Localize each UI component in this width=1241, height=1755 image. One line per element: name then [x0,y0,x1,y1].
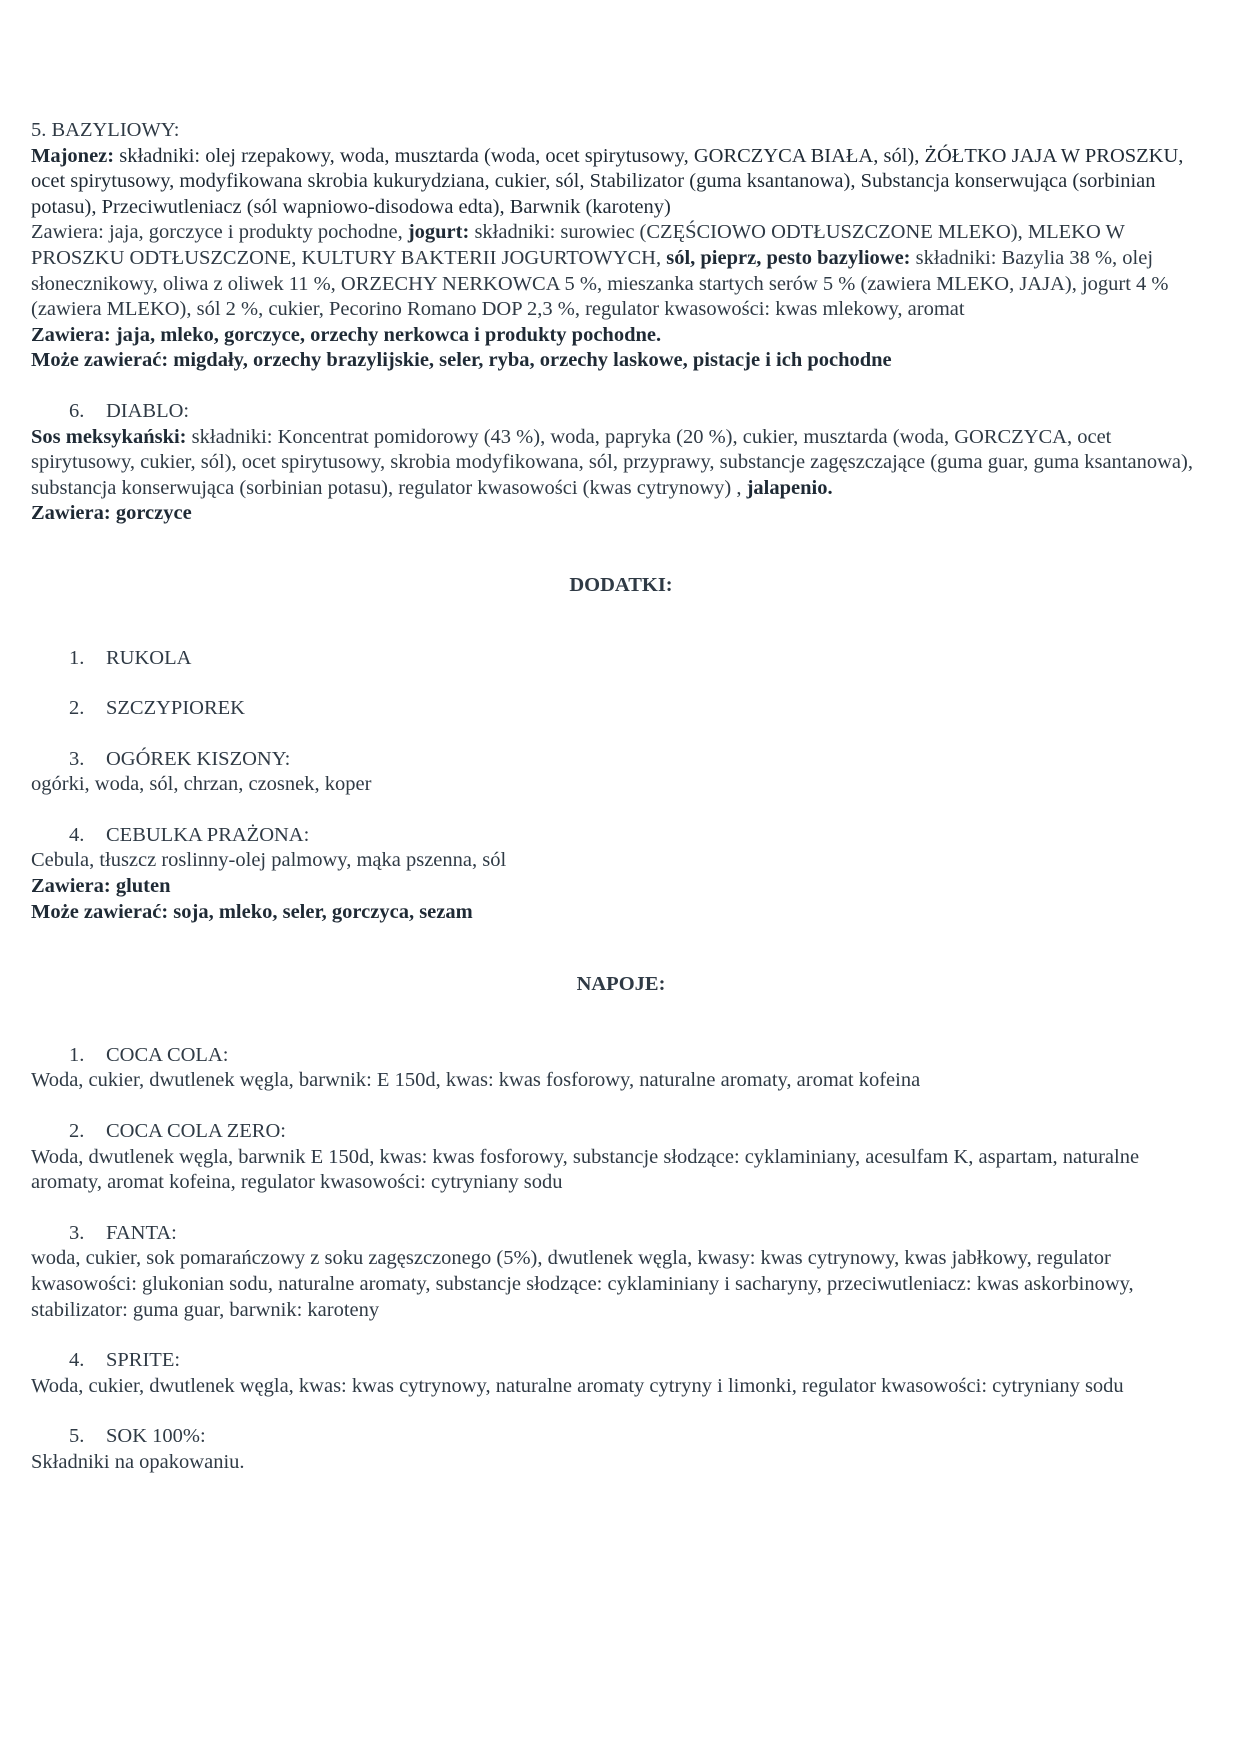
coca-cola-zero-ingredients: Woda, dwutlenek węgla, barwnik E 150d, kwas: kwas fosforowy, substancje słodzące: cyklaminiany, acesulfam K, aspartam, naturalne aromaty, aromat kofeina, regulator kwasowości: cytryniany sodu [31,1145,1140,1194]
coca-cola-ingredients: Woda, cukier, dwutlenek węgla, barwnik: E 150d, kwas: kwas fosforowy, naturalne aromaty, aromat kofeina [31,1069,921,1092]
sprite-ingredients: Woda, cukier, dwutlenek węgla, kwas: kwas cytrynowy, naturalne aromaty cytryny i limonki, regulator kwasowości: cytryniany sodu [31,1374,1124,1397]
heading-napoje: NAPOJE: [576,972,666,995]
jogurt-text: składniki: surowiec (CZĘŚCIOWO ODTŁUSZCZONE MLEKO), MLEKO W PROSZKU ODTŁUSZCZONE, KULTURY BAKTERII JOGURTOWYCH, [31,221,1125,269]
allergens-contains: Zawiera: jaja, mleko, gorczyce, orzechy nerkowca i produkty pochodne. [31,323,662,346]
heading-dodatki: DODATKI: [569,574,673,597]
list-item-ogorek: 3. OGÓREK KISZONY: [69,747,291,770]
list-item-sprite: 4. SPRITE: [69,1349,181,1372]
list-item-cebulka: 4. CEBULKA PRAŻONA: [69,823,310,846]
document-page [31,118,1211,1476]
fanta-ingredients: woda, cukier, sok pomarańczowy z soku zagęszczonego (5%), dwutlenek węgla, kwasy: kwas cytrynowy, kwas jabłkowy, regulator kwasowości: glukonian sodu, naturalne aromaty, substancje słodzące: cyklaminiany i sacharyny, przeciwutleniacz: kwas askorbinowy, stabilizator: guma guar, barwnik: karoteny [31,1247,1134,1321]
majonez-paragraph [31,144,1211,221]
list-item-coca-cola: 1. COCA COLA: [69,1043,229,1066]
zawiera-text: Zawiera: jaja, gorczyce i produkty pochodne, [31,221,408,244]
jogurt-label: jogurt: [407,221,470,244]
list-item-rukola: 1. RUKOLA [69,646,192,669]
ogorek-ingredients: ogórki, woda, sól, chrzan, czosnek, koper [31,773,372,796]
list-item-coca-cola-zero: 2. COCA COLA ZERO: [69,1120,286,1143]
cebulka-contains: Zawiera: gluten [31,875,171,898]
sos-text: składniki: Koncentrat pomidorowy (43 %), woda, papryka (20 %), cukier, musztarda (woda, GORCZYCA, ocet spirytusowy, cukier, sól), ocet spirytusowy, skrobia modyfikowana, sól, przyprawy, substancje zagęszczające (guma guar, guma ksantanowa), substancja konserwująca (sorbinian potasu), regulator kwasowości (kwas cytrynowy) , [31,425,1193,499]
cebulka-ingredients: Cebula, tłuszcz roslinny-olej palmowy, mąka pszenna, sól [31,849,507,872]
sok-ingredients: Składniki na opakowaniu. [31,1450,245,1473]
sos-label: Sos meksykański: [31,425,187,448]
allergens-may-contain: Może zawierać: migdały, orzechy brazylijskie, seler, ryba, orzechy laskowe, pistacje i ich pochodne [31,349,892,372]
sol-pesto-label: sól, pieprz, pesto bazyliowe: [666,246,911,269]
list-item-fanta: 3. FANTA: [69,1221,177,1244]
jogurt-paragraph [31,220,1211,322]
list-item-szczypiorek: 2. SZCZYPIOREK [69,697,245,720]
section-title-diablo: 6. DIABLO: [69,399,190,422]
majonez-label: Majonez: [31,144,115,167]
sos-paragraph [31,425,1211,502]
diablo-contains: Zawiera: gorczyce [31,502,192,525]
majonez-text: składniki: olej rzepakowy, woda, musztarda (woda, ocet spirytusowy, GORCZYCA BIAŁA, sól), ŻÓŁTKO JAJA W PROSZKU, ocet spirytusowy, modyfikowana skrobia kukurydziana, cukier, sól, Stabilizator (guma ksantanowa), Substancja konserwująca (sorbinian potasu), Przeciwutleniacz (sól wapniowo-disodowa edta), Barwnik (karoteny) [31,144,1184,218]
list-item-sok: 5. SOK 100%: [69,1425,206,1448]
jalapenio-label: jalapenio. [746,476,833,499]
section-title-bazyliowy: 5. BAZYLIOWY: [31,119,180,141]
pesto-text: składniki: Bazylia 38 %, olej słonecznikowy, oliwa z oliwek 11 %, ORZECHY NERKOWCA 5 %, mieszanka startych serów 5 % (zawiera MLEKO, JAJA), jogurt 4 % (zawiera MLEKO), sól 2 %, cukier, Pecorino Romano DOP 2,3 %, regulator kwasowości: kwas mlekowy, aromat [31,246,1169,321]
cebulka-may-contain: Może zawierać: soja, mleko, seler, gorczyca, sezam [31,900,473,923]
